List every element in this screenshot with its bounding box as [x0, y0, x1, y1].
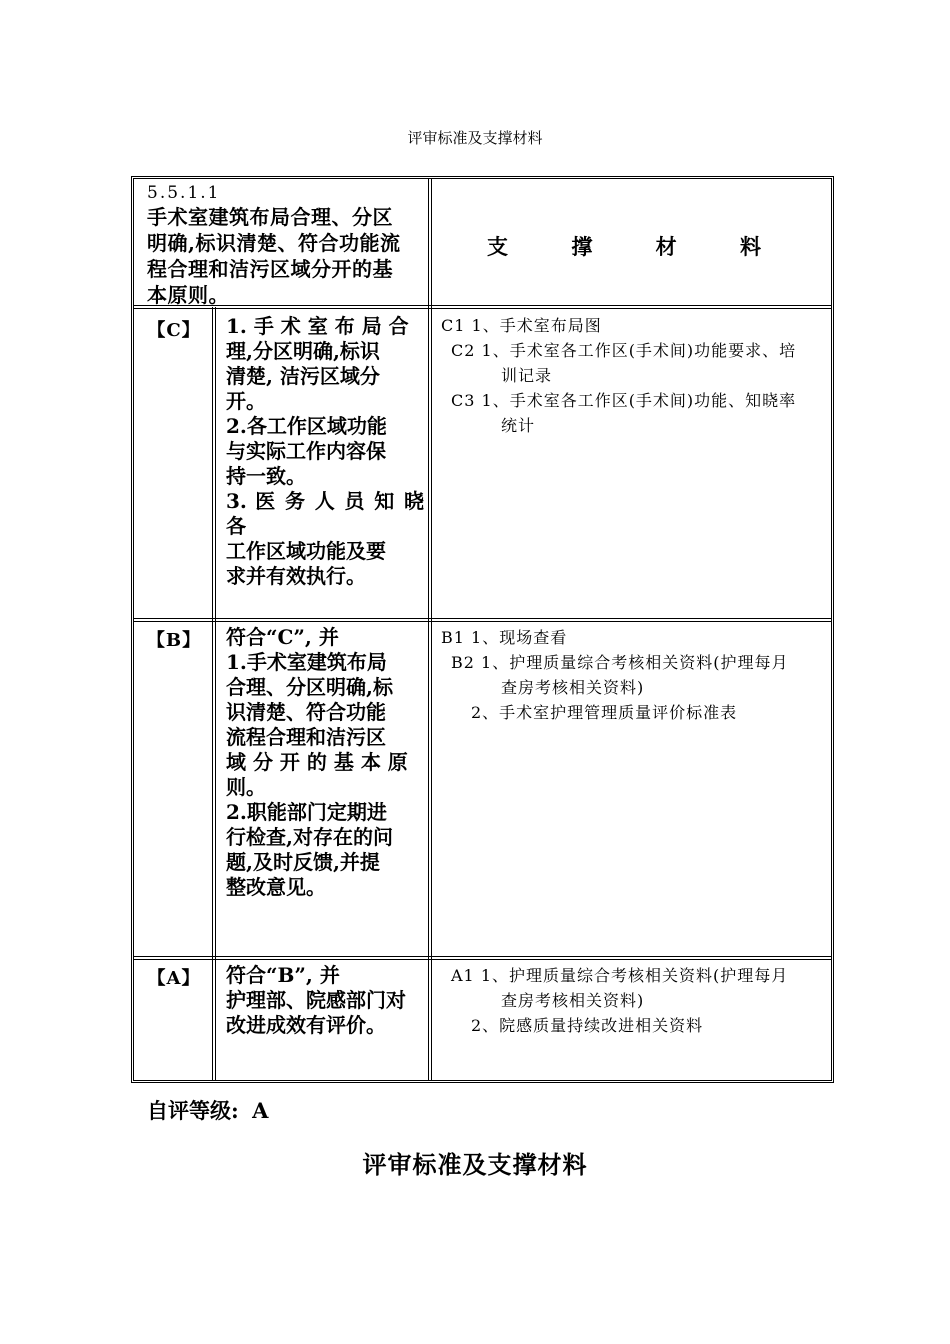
requirement-line: 理,分区明确,标识 [226, 339, 380, 363]
requirement-line: 改进成效有评价。 [226, 1013, 386, 1037]
material-line: 2、手术室护理管理质量评价标准表 [471, 703, 738, 722]
row-divider-b [134, 956, 831, 960]
requirement-line: 2.各工作区域功能 [226, 414, 387, 438]
grade-c: 【C】 [147, 320, 201, 341]
requirement-line: 符合“C”, 并 [226, 625, 339, 649]
materials-b [441, 625, 829, 725]
self-rating-value: A [252, 1098, 269, 1123]
requirement-line: 1. 手 术 室 布 局 合 [226, 314, 409, 338]
requirement-line: 工作区域功能及要 [226, 539, 386, 563]
standard-text-line: 手术室建筑布局合理、分区 [147, 205, 393, 229]
requirement-line: 求并有效执行。 [226, 564, 366, 588]
requirement-line: 则。 [226, 775, 266, 799]
requirement-line: 合理、分区明确,标 [226, 675, 393, 699]
requirement-line: 开。 [226, 389, 266, 413]
materials-c [441, 313, 829, 438]
requirement-line: 1.手术室建筑布局 [226, 650, 387, 674]
requirement-line: 符合“B”, 并 [226, 963, 340, 987]
material-line: A1 1、护理质量综合考核相关资料(护理每月 [451, 966, 789, 985]
standard-code: 5.5.1.1 [147, 183, 221, 203]
column-divider-main [428, 179, 432, 1080]
support-materials-heading: 支 撑 材 料 [487, 234, 789, 259]
requirement-line: 护理部、院感部门对 [226, 988, 406, 1012]
requirement-line: 行检查,对存在的问 [226, 825, 393, 849]
material-line: C1 1、手术室布局图 [441, 316, 602, 335]
requirements-c [226, 314, 424, 589]
material-line: 2、院感质量持续改进相关资料 [471, 1016, 704, 1035]
grade-b: 【B】 [146, 630, 202, 651]
self-rating [147, 1095, 268, 1125]
material-line: C2 1、手术室各工作区(手术间)功能要求、培 [451, 341, 797, 360]
standard-text-line: 程合理和洁污区域分开的基 [147, 257, 393, 281]
footer-title: 评审标准及支撑材料 [362, 1150, 588, 1179]
requirement-line: 题,及时反馈,并提 [226, 850, 380, 874]
standard-text-line: 明确,标识清楚、符合功能流 [147, 231, 401, 255]
material-line: C3 1、手术室各工作区(手术间)功能、知晓率 [451, 391, 797, 410]
standard-text [147, 204, 425, 308]
material-line: 查房考核相关资料) [501, 991, 645, 1010]
requirement-line: 2.职能部门定期进 [226, 800, 387, 824]
requirement-line: 3. 医 务 人 员 知 晓 各 [226, 489, 424, 538]
standard-text-line: 本原则。 [147, 283, 229, 307]
standard-cell [147, 182, 425, 308]
requirement-line: 流程合理和洁污区 [226, 725, 386, 749]
material-line: B2 1、护理质量综合考核相关资料(护理每月 [451, 653, 789, 672]
running-header: 评审标准及支撑材料 [407, 129, 543, 147]
self-rating-label: 自评等级: [147, 1098, 239, 1123]
material-line: 统计 [501, 416, 536, 435]
row-divider-c [134, 618, 831, 622]
material-line: 训记录 [501, 366, 553, 385]
grade-a: 【A】 [147, 968, 201, 989]
requirements-a [226, 963, 424, 1038]
requirement-line: 持一致。 [226, 464, 306, 488]
material-line: 查房考核相关资料) [501, 678, 645, 697]
material-line: B1 1、现场查看 [441, 628, 568, 647]
requirement-line: 清楚, 洁污区域分 [226, 364, 380, 388]
requirement-line: 识清楚、符合功能 [226, 700, 386, 724]
requirements-b [226, 625, 424, 900]
requirement-line: 域 分 开 的 基 本 原 [226, 750, 408, 774]
requirement-line: 整改意见。 [226, 875, 326, 899]
materials-a [441, 963, 829, 1038]
requirement-line: 与实际工作内容保 [226, 439, 386, 463]
